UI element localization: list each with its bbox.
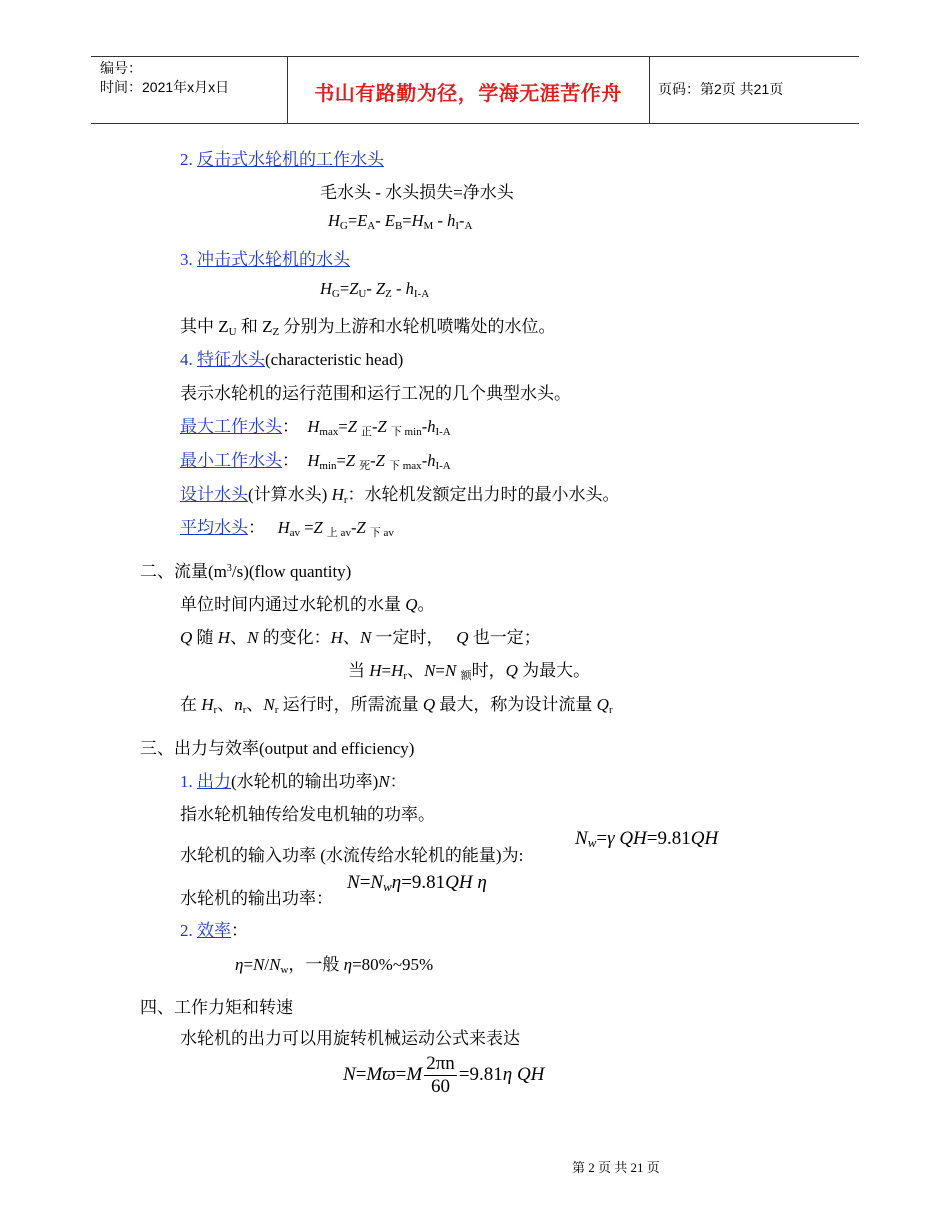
- char-heading: [180, 345, 403, 370]
- char-desc: 表示水轮机的运行范围和运行工况的几个典型水头。: [180, 384, 571, 403]
- header-meta: [100, 59, 229, 97]
- impulse-formula: $H_G=Z_U-$ $Z_Z - h_{I-A}$: [320, 279, 430, 300]
- torque-fraction: [424, 1053, 457, 1098]
- reaction-num: 2.: [180, 150, 197, 169]
- flow-line4: 在 $H_r$、$n_r$、$N_r$ 运行时，所需流量 Q 最大，称为设计流量 $Q_r$: [180, 695, 613, 716]
- impulse-link[interactable]: 冲击式水轮机的水头: [197, 250, 350, 269]
- efficiency-link[interactable]: 效率: [197, 921, 231, 940]
- fraction-denominator: 60: [431, 1076, 450, 1097]
- fraction-numerator: 2πn: [426, 1053, 455, 1074]
- reaction-heading: [180, 145, 384, 170]
- efficiency-formula: $\eta=N/N_w$，一般 η=80%~95%: [235, 955, 434, 976]
- header-table: [91, 56, 859, 124]
- flow-line2: Q 随 H、N 的变化：H、N 一定时， Q 也一定；: [180, 628, 541, 647]
- time-label: 时间：2021年x月x日: [100, 79, 230, 95]
- torque-desc: 水轮机的出力可以用旋转机械运动公式来表达: [180, 1029, 520, 1048]
- impulse-heading: [180, 245, 350, 270]
- output-power-label: 水轮机的输出功率：: [180, 889, 333, 908]
- min-head-link[interactable]: 最小工作水头: [180, 451, 282, 470]
- reaction-words-eq: 毛水头 - 水头损失=净水头: [320, 183, 514, 202]
- output-power-formula: $N=N_w\eta=9.81QH$ η: [347, 872, 487, 894]
- output-link[interactable]: 出力: [197, 772, 231, 791]
- impulse-note: 其中 $Z_U$ 和 $Z_Z$ 分别为上游和水轮机喷嘴处的水位。: [180, 317, 556, 338]
- page-footer: 第 2 页 共 21 页: [572, 1160, 660, 1175]
- char-suffix: (characteristic head): [265, 350, 404, 369]
- reaction-formula: $H_G=E_A-$ $E_B=H_M - h_I-_A$: [328, 211, 473, 232]
- max-head-link[interactable]: 最大工作水头: [180, 417, 282, 436]
- efficiency-heading: 2. 效率：: [180, 921, 248, 940]
- max-head-row: 最大工作水头： $H_{max}=Z$ $_正$-Z $_{下 min}-h_{I-A}$: [180, 417, 451, 438]
- input-power-formula: $N_w=\gamma$ QH=9.81QH: [575, 828, 719, 850]
- header-motto: 书山有路勤为径，学海无涯苦作舟: [314, 83, 622, 105]
- code-label: 编号：: [100, 60, 142, 76]
- design-head-link[interactable]: 设计水头: [180, 485, 248, 504]
- torque-formula: N=Mϖ=M $\frac{2\pi n}{60}$ =9.81η QH: [343, 1053, 545, 1097]
- char-link[interactable]: 特征水头: [197, 350, 265, 369]
- header-divider: [649, 57, 650, 123]
- avg-head-row: 平均水头： $H_{av} =Z$ $_{上 av}$-Z $_{下 av}$: [180, 518, 394, 539]
- output-desc: 指水轮机轴传给发电机轴的功率。: [180, 805, 435, 824]
- impulse-num: 3.: [180, 250, 197, 269]
- design-head-row: 设计水头(计算水头) $H_r$：水轮机发额定出力时的最小水头。: [180, 485, 620, 506]
- min-head-row: 最小工作水头： $H_{min}=Z$ $_死$-Z $_{下 max}-h_{I-A}$: [180, 451, 451, 472]
- input-power-label: 水轮机的输入功率 (水流传给水轮机的能量)为:: [180, 846, 524, 865]
- output-heading: 三、出力与效率(output and efficiency): [140, 739, 415, 758]
- header-page-code: 页码：第2页 共21页: [658, 81, 784, 97]
- flow-line3: 当 $H=H_r$、N=N $_额$时，Q 为最大。: [348, 661, 591, 682]
- char-num: 4.: [180, 350, 197, 369]
- flow-heading: 二、流量$(m^3/s)(flow$ quantity): [140, 562, 352, 581]
- flow-line1: 单位时间内通过水轮机的水量 Q。: [180, 595, 435, 614]
- reaction-link[interactable]: 反击式水轮机的工作水头: [197, 150, 384, 169]
- torque-heading: 四、工作力矩和转速: [140, 998, 293, 1017]
- avg-head-link[interactable]: 平均水头: [180, 518, 248, 537]
- output-sub1: 1. 出力(水轮机的输出功率)N：: [180, 772, 407, 791]
